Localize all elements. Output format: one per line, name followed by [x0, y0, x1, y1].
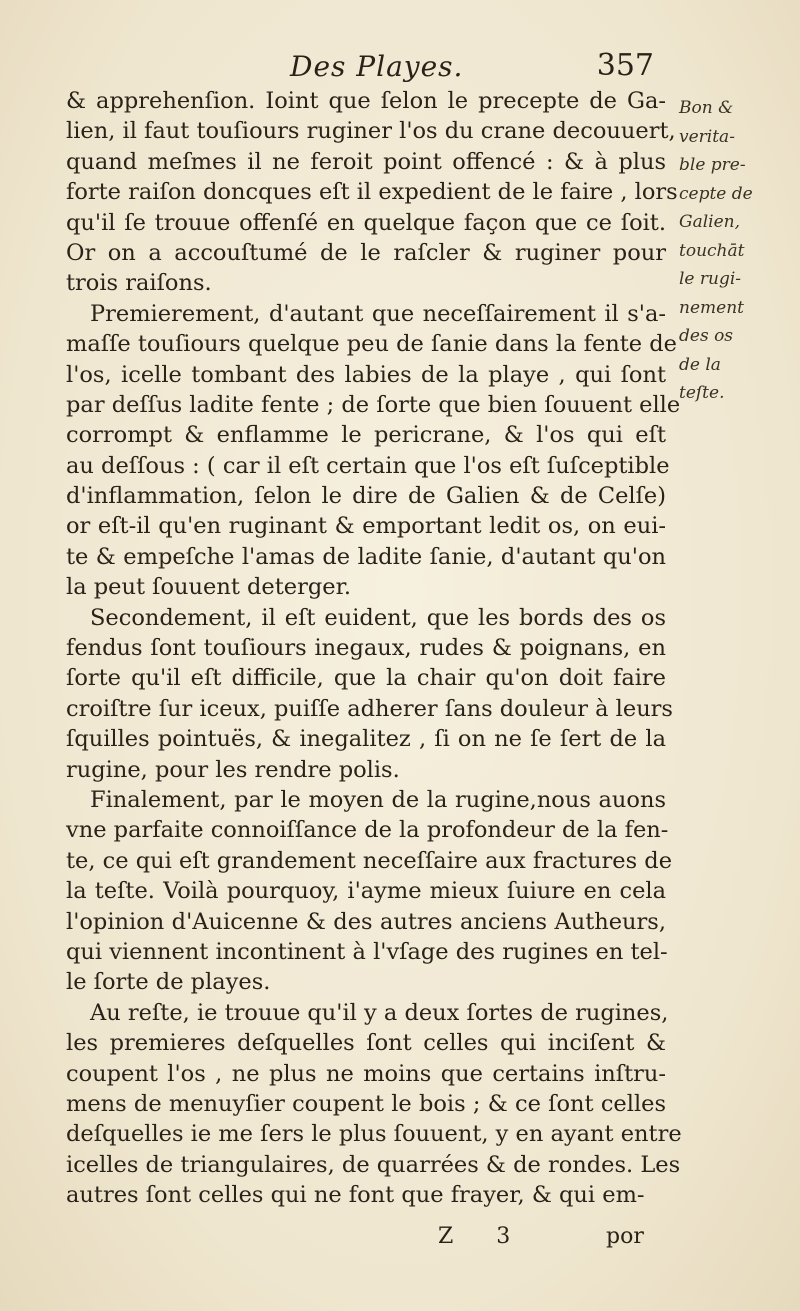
margin-note-line: cepte de [679, 183, 753, 204]
margin-note [679, 94, 797, 408]
text-line: Finalement, par le moyen de la rugine,nous auons [90, 786, 666, 813]
text-line: autres ſont celles qui ne font que frayer, & qui em- [66, 1182, 645, 1209]
margin-note-line: verita- [679, 126, 735, 147]
text-line: maſſe touſiours quelque peu de ſanie dans la fente de [66, 331, 677, 358]
margin-note-line: Galien, [679, 212, 741, 232]
margin-note-line: teſte. [679, 383, 725, 403]
page-header [70, 46, 660, 90]
margin-note-line: touchāt [679, 240, 745, 261]
text-line: vne parfaite connoiſſance de la profondeur de la fen- [66, 817, 669, 844]
text-line: Premierement, d'autant que neceſſairement il s'a- [90, 300, 666, 327]
text-line: l'opinion d'Auicenne & des autres anciens Autheurs, [66, 908, 666, 935]
catchword: por [606, 1224, 644, 1249]
text-line: croiſtre ſur iceux, puiſſe adherer ſans douleur à leurs [66, 695, 673, 722]
margin-note-line: le rugi- [679, 269, 742, 289]
text-line: rugine, pour les rendre polis. [66, 756, 400, 783]
margin-note-line: de la [679, 354, 721, 375]
text-line: te & empeſche l'amas de ladite ſanie, d'autant qu'on [66, 543, 666, 570]
text-line: corrompt & enflamme le pericrane, & l'os qui eſt [66, 422, 666, 449]
text-line: quand meſmes il ne feroit point offencé : & à plus [66, 148, 666, 175]
margin-note-line: Bon & [679, 98, 734, 118]
text-line: par deſſus ladite fente ; de ſorte que bien ſouuent elle [66, 391, 681, 418]
text-line: d'inflammation, ſelon le dire de Galien & de Celſe) [66, 483, 666, 510]
margin-note-line: nement [679, 297, 744, 318]
text-line: fendus ſont touſiours inegaux, rudes & poignans, en [66, 635, 666, 662]
text-line: lien, il faut touſiours ruginer l'os du crane decouuert, [66, 118, 676, 145]
text-line: qu'il ſe trouue offenſé en quelque façon que ce ſoit. [66, 209, 666, 236]
text-line: Or on a accouſtumé de le raſcler & ruginer pour [66, 239, 666, 266]
text-line: coupent l'os , ne plus ne moins que certains inſtru- [66, 1060, 666, 1087]
text-line: trois raiſons. [66, 270, 212, 297]
text-line: icelles de triangulaires, de quarrées & de rondes. Les [66, 1151, 681, 1178]
text-line: l'os, icelle tombant des labies de la playe , qui ſont [66, 361, 666, 388]
text-line: mens de menuyſier coupent le bois ; & ce ſont celles [66, 1090, 666, 1117]
text-line: & apprehenſion. Ioint que ſelon le precepte de Ga- [66, 88, 666, 114]
page-footer [66, 1224, 666, 1260]
text-line: ſorte qu'il eſt difficile, que la chair qu'on doit faire [66, 665, 666, 692]
text-line: forte raiſon doncques eſt il expedient de le faire , lors [66, 179, 678, 206]
margin-note-line: ble pre- [679, 155, 746, 175]
text-line: ſquilles pointuës, & inegalitez , ſi on ne ſe ſert de la [66, 726, 666, 753]
text-line: deſquelles ie me ſers le plus ſouuent, y en ayant entre [66, 1121, 682, 1148]
text-line: au deſſous : ( car il eſt certain que l'os eſt ſuſceptible [66, 452, 670, 479]
text-line: les premieres deſquelles ſont celles qui inciſent & [66, 1030, 666, 1057]
text-line: le ſorte de playes. [66, 969, 271, 996]
text-line: qui viennent incontinent à l'vſage des rugines en tel- [66, 938, 668, 965]
text-line: Au reſte, ie trouue qu'il y a deux ſortes de rugines, [90, 999, 669, 1026]
text-line: or eſt-il qu'en ruginant & emportant ledit os, on eui- [66, 513, 666, 540]
running-title: Des Playes. [290, 50, 464, 83]
signature-mark: Z 3 [438, 1224, 529, 1249]
text-line: Secondement, il eſt euident, que les bords des os [90, 604, 666, 631]
margin-note-line: des os [679, 326, 734, 346]
text-line: la peut ſouuent deterger. [66, 574, 352, 601]
text-line: la teſte. Voilà pourquoy, i'ayme mieux ſuiure en cela [66, 878, 666, 905]
page-number: 357 [596, 48, 654, 83]
body-text [66, 86, 682, 1210]
text-line: te, ce qui eſt grandement neceſſaire aux fractures de [66, 847, 673, 874]
